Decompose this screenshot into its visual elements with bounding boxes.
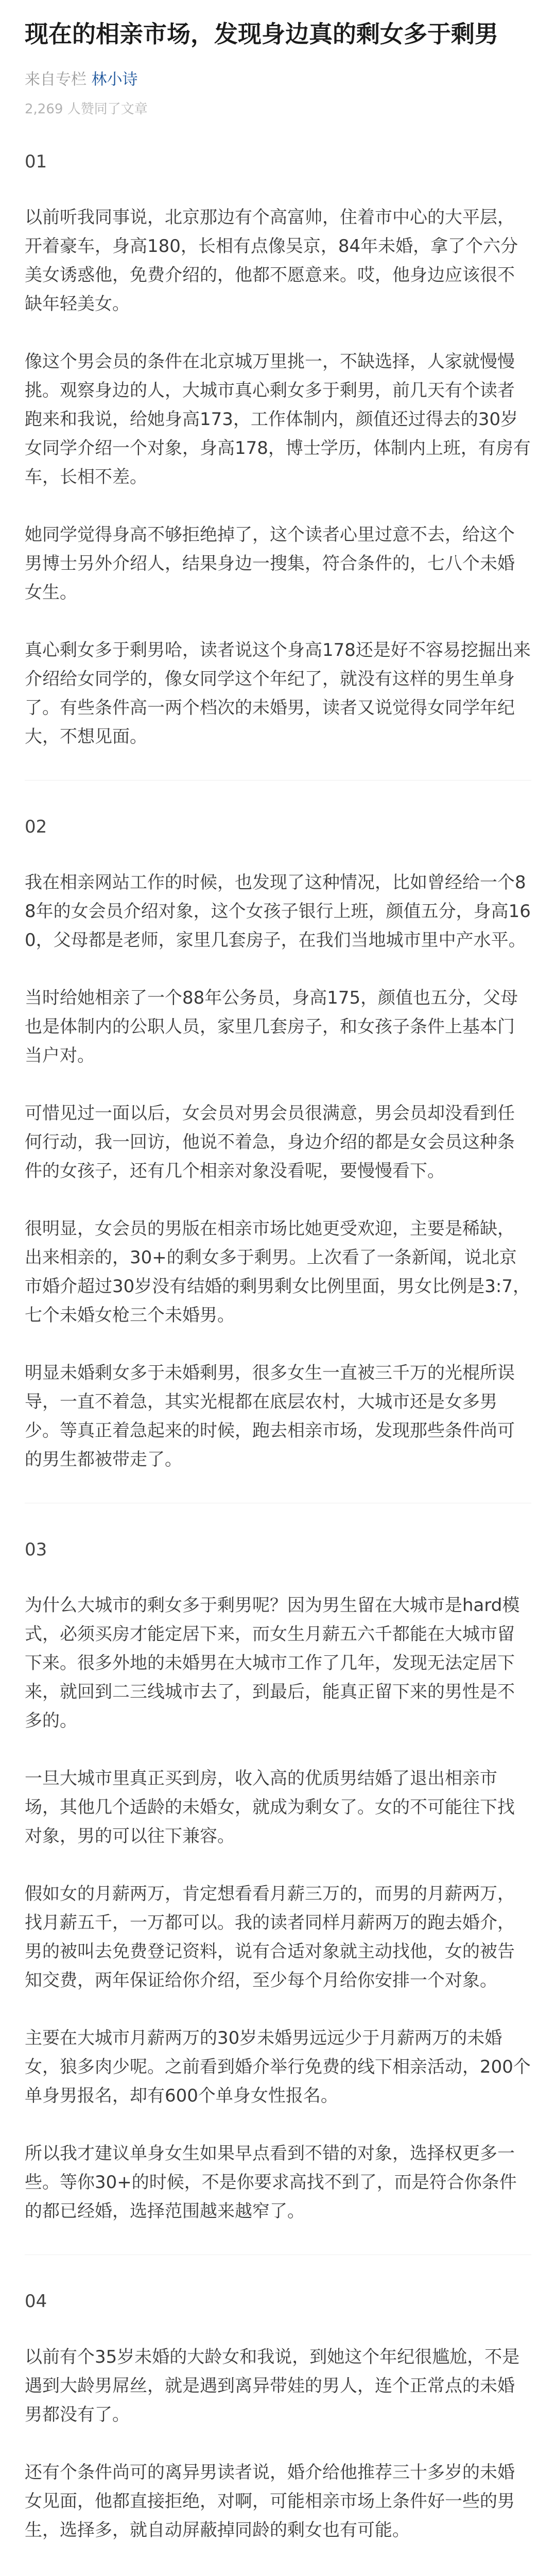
paragraph: 当时给她相亲了一个88年公务员，身高175，颜值也五分，父母也是体制内的公职人员，家里几套房子，和女孩子条件上基本门当户对。 bbox=[25, 988, 518, 1066]
paragraph: 我在相亲网站工作的时候，也发现了这种情况，比如曾经给一个88年的女会员介绍对象，这个女孩子银行上班，颜值五分，身高160，父母都是老师，家里几套房子，在我们当地城市里中产水平。 bbox=[25, 872, 531, 951]
paragraph: 假如女的月薪两万，肯定想看看月薪三万的，而男的月薪两万，找月薪五千，一万都可以。我的读者同样月薪两万的跑去婚介，男的被叫去免费登记资料，说有合适对象就主动找他，女的被告知交费，两年保证给你介绍，至少每个月给你安排一个对象。 bbox=[25, 1884, 515, 1991]
paragraph: 以前听我同事说，北京那边有个高富帅，住着市中心的大平层，开着豪车，身高180，长相有点像吴京，84年未婚，拿了个六分美女诱惑他，免费介绍的，他都不愿意来。哎，他身边应该很不缺年轻美女。 bbox=[25, 207, 518, 314]
section-number: 03 bbox=[25, 1539, 47, 1560]
paragraph: 明显未婚剩女多于未婚剩男，很多女生一直被三千万的光棍所误导，一直不着急，其实光棍都在底层农村，大城市还是女多男少。等真正着急起来的时候，跑去相亲市场，发现那些条件尚可的男生都被带走了。 bbox=[25, 1363, 515, 1470]
author-link[interactable]: 林小诗 bbox=[91, 71, 138, 89]
paragraph: 她同学觉得身高不够拒绝掉了，这个读者心里过意不去，给这个男博士另外介绍人，结果身边一搜集，符合条件的，七八个未婚女生。 bbox=[25, 524, 515, 603]
section-divider bbox=[25, 780, 531, 781]
paragraph: 很明显，女会员的男版在相亲市场比她更受欢迎，主要是稀缺，出来相亲的，30+的剩女多于剩男。上次看了一条新闻，说北京市婚介超过30岁没有结婚的剩男剩女比例里面，男女比例是3:7，七个未婚女枪三个未婚男。 bbox=[25, 1218, 530, 1326]
paragraph: 主要在大城市月薪两万的30岁未婚男远远少于月薪两万的未婚女，狼多肉少呢。之前看到婚介举行免费的线下相亲活动，200个单身男报名，却有600个单身女性报名。 bbox=[25, 2028, 531, 2106]
section-number: 04 bbox=[25, 2291, 47, 2312]
section-number: 02 bbox=[25, 817, 47, 837]
section-number: 01 bbox=[25, 151, 47, 172]
paragraph bbox=[25, 2573, 531, 2576]
paragraph: 还有个条件尚可的离异男读者说，婚介给他推荐三十多岁的未婚女见面，他都直接拒绝，对啊，可能相亲市场上条件好一些的男生，选择多，就自动屏蔽掉同龄的剩女也有可能。 bbox=[25, 2462, 515, 2540]
article-meta bbox=[25, 69, 531, 91]
upvote-count-line: 2,269 人赞同了文章 bbox=[25, 101, 148, 117]
paragraph: 所以我才建议单身女生如果早点看到不错的对象，选择权更多一些。等你30+的时候，不是你要求高找不到了，而是符合你条件的都已经婚，选择范围越来越窄了。 bbox=[25, 2143, 517, 2222]
paragraph: 可惜见过一面以后，女会员对男会员很满意，男会员却没看到任何行动，我一回访，他说不着急，身边介绍的都是女会员这种条件的女孩子，还有几个相亲对象没看呢，要慢慢看下。 bbox=[25, 1103, 515, 1181]
column-prefix: 来自专栏 bbox=[25, 71, 86, 89]
paragraph: 以前有个35岁未婚的大龄女和我说，到她这个年纪很尴尬，不是遇到大龄男屌丝，就是遇到离异带娃的男人，连个正常点的未婚男都没有了。 bbox=[25, 2347, 520, 2425]
paragraph: 像这个男会员的条件在北京城万里挑一，不缺选择，人家就慢慢挑。观察身边的人，大城市真心剩女多于剩男，前几天有个读者跑来和我说，给她身高173，工作体制内，颜值还过得去的30岁女同学介绍一个对象，身高178，博士学历，体制内上班，有房有车，长相不差。 bbox=[25, 351, 531, 487]
article-title: 现在的相亲市场，发现身边真的剩女多于剩男 bbox=[25, 20, 498, 48]
paragraph: 一旦大城市里真正买到房，收入高的优质男结婚了退出相亲市场，其他几个适龄的未婚女，就成为剩女了。女的不可能往下找对象，男的可以往下兼容。 bbox=[25, 1768, 515, 1846]
article-body bbox=[25, 149, 531, 2576]
paragraph: 为什么大城市的剩女多于剩男呢？因为男生留在大城市是hard模式，必须买房才能定居下来，而女生月薪五六千都能在大城市留下来。很多外地的未婚男在大城市工作了几年，发现无法定居下来，就回到二三线城市去了，到最后，能真正留下来的男性是不多的。 bbox=[25, 1595, 520, 1731]
paragraph: 真心剩女多于剩男哈，读者说这个身高178还是好不容易挖掘出来介绍给女同学的，像女同学这个年纪了，就没有这样的男生单身了。有些条件高一两个档次的未婚男，读者又说觉得女同学年纪大，不想见面。 bbox=[25, 640, 531, 747]
